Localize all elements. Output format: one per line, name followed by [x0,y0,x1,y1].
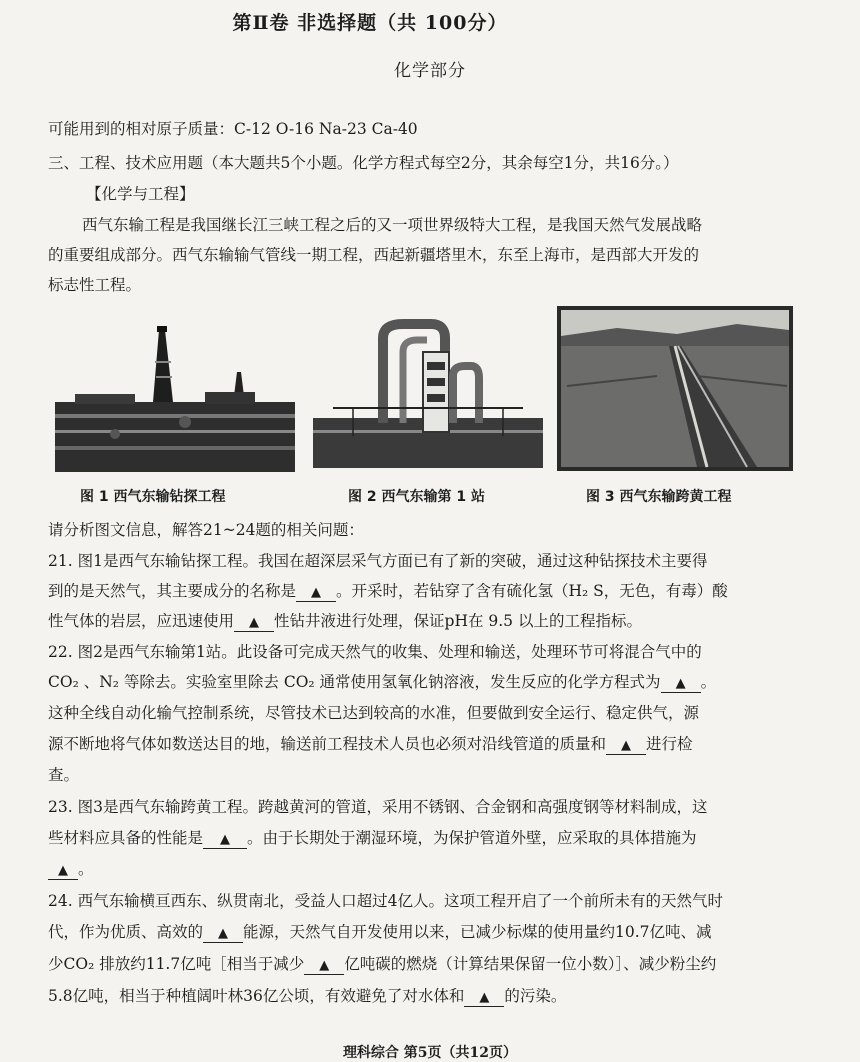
topic-heading: 【化学与工程】 [86,185,195,203]
answer-blank[interactable]: ▲ [606,738,646,755]
figure-1-drilling-image [55,322,295,472]
q21-text: 性钻井液进行处理，保证pH在 9.5 以上的工程指标。 [274,612,642,630]
intro-line-2: 的重要组成部分。西气东输输气管线一期工程，西起新疆塔里木，东至上海市，是西部大开发的 [48,246,700,264]
q22-line-1: 22. 图2是西气东输第1站。此设备可完成天然气的收集、处理和输送，处理环节可将混合气中的 [48,643,702,661]
q23-line-2 [48,828,818,849]
q22-text: CO₂ 、N₂ 等除去。实验室里除去 CO₂ 通常使用氢氧化钠溶液，发生反应的化学方程式为 [48,673,661,691]
answer-blank[interactable]: ▲ [661,676,701,693]
q24-line-3 [48,954,818,975]
answer-blank[interactable]: ▲ [203,926,243,943]
figure-2-station-image [313,318,543,468]
q23-text: 。 [78,860,94,878]
q22-text: 。 [700,673,717,691]
figure-3-pipeline-image [557,306,793,471]
intro-line-3: 标志性工程。 [48,276,142,294]
q21-text: 。开采时，若钻穿了含有硫化氢（H₂ S，无色，有毒）酸 [336,582,728,600]
answer-blank[interactable]: ▲ [234,615,274,632]
q24-text: 能源，天然气自开发使用以来，已减少标煤的使用量约10.7亿吨、减 [243,923,712,941]
q24-line-4 [48,986,818,1007]
answer-blank[interactable]: ▲ [304,958,344,975]
atomic-masses: 可能用到的相对原子质量：C-12 O-16 Na-23 Ca-40 [48,120,418,138]
q24-text: 少CO₂ 排放约11.7亿吨［相当于减少 [48,955,305,973]
q24-line-1: 24. 西气东输横亘西东、纵贯南北，受益人口超过4亿人。这项工程开启了一个前所未有的天然气时 [48,892,723,910]
q24-text: 亿吨碳的燃烧（计算结果保留一位小数）］、减少粉尘约 [344,955,717,973]
q22-line-4 [48,734,818,755]
q23-line-1: 23. 图3是西气东输跨黄工程。跨越黄河的管道，采用不锈钢、合金钢和高强度钢等材料制成，这 [48,798,708,816]
page-footer: 理科综合 第5页（共12页） [342,1045,518,1061]
figure-1-caption: 图 1 西气东输钻探工程 [80,489,226,505]
q21-line-2 [48,581,818,602]
answer-blank[interactable]: ▲ [48,863,78,880]
answer-blank[interactable]: ▲ [203,832,247,849]
q22-text: 源不断地将气体如数送达目的地，输送前工程技术人员也必须对沿线管道的质量和 [48,735,607,753]
answer-blank[interactable]: ▲ [464,990,504,1007]
q21-line-3 [48,611,818,632]
q24-text: 代，作为优质、高效的 [48,923,204,941]
answer-blank[interactable]: ▲ [296,585,336,602]
section-heading: 三、工程、技术应用题（本大题共5个小题。化学方程式每空2分，其余每空1分，共16分。） [48,154,679,172]
figure-2-caption: 图 2 西气东输第 1 站 [348,489,485,505]
q22-text: 进行检 [646,735,693,753]
q23-text: 些材料应具备的性能是 [48,829,204,847]
q24-text: 5.8亿吨，相当于种植阔叶林36亿公顷，有效避免了对水体和 [48,987,465,1005]
q22-line-3: 这种全线自动化输气控制系统，尽管技术已达到较高的水准，但要做到安全运行、稳定供气，源 [48,704,700,722]
instruction-text: 请分析图文信息，解答21~24题的相关问题： [48,521,364,539]
q21-text: 到的是天然气，其主要成分的名称是 [48,582,297,600]
intro-line-1: 西气东输工程是我国继长江三峡工程之后的又一项世界级特大工程，是我国天然气发展战略 [82,216,703,234]
section-subtitle: 化学部分 [394,61,466,81]
figure-3-caption: 图 3 西气东输跨黄工程 [586,489,732,505]
q23-text: 。由于长期处于潮湿环境，为保护管道外壁，应采取的具体措施为 [247,829,697,847]
q24-text: 的污染。 [504,987,567,1005]
q21-text: 性气体的岩层，应迅速使用 [48,612,235,630]
q24-line-2 [48,922,818,943]
q22-line-2 [48,672,818,693]
q23-line-3 [48,859,818,880]
q21-line-1: 21. 图1是西气东输钻探工程。我国在超深层采气方面已有了新的突破，通过这种钻探技术主要得 [48,552,708,570]
q22-line-5: 查。 [48,766,80,784]
page-title: 第Ⅱ卷 非选择题（共 100分） [232,12,508,34]
